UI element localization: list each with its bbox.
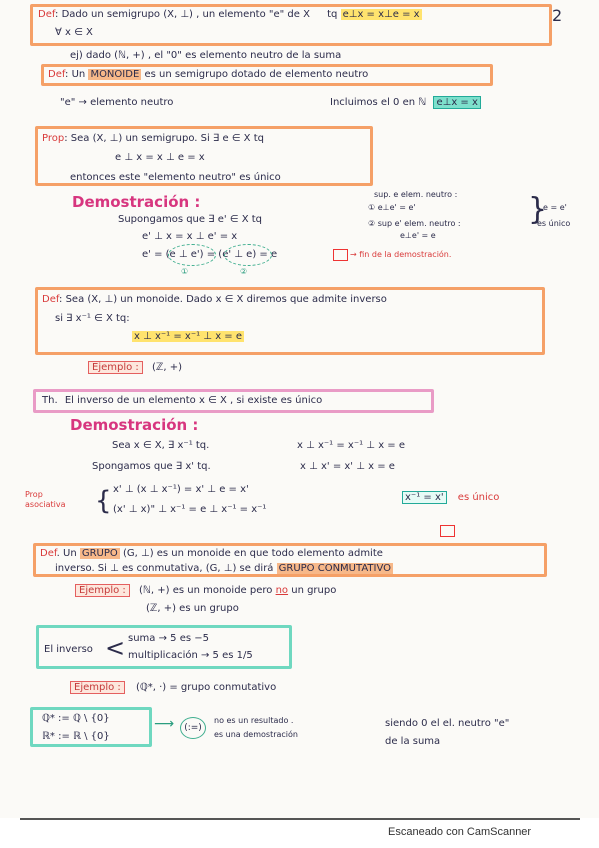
demo2-side-label: Prop asociativa bbox=[25, 490, 66, 509]
def3-line1 bbox=[42, 294, 387, 306]
demo2-line1b: x ⊥ x⁻¹ = x⁻¹ ⊥ x = e bbox=[297, 440, 406, 451]
demo1-side2: ② sup e' elem. neutro : bbox=[368, 219, 461, 228]
final-note2: es una demostración bbox=[214, 730, 298, 739]
demo2-line3: x' ⊥ (x ⊥ x⁻¹) = x' ⊥ e = x' bbox=[113, 484, 249, 495]
def-tag: Def bbox=[48, 69, 66, 80]
final-note1: no es un resultado . bbox=[214, 716, 294, 725]
demo2-line2b: x ⊥ x' = x' ⊥ x = e bbox=[300, 461, 395, 472]
prop-tag: Prop bbox=[42, 133, 65, 144]
demo1-line3: e' = (e ⊥ e') = (e' ⊥ e) = e bbox=[142, 249, 278, 260]
example3 bbox=[70, 682, 276, 694]
footer-divider bbox=[20, 818, 580, 820]
demo1-side1: ① e⊥e' = e' bbox=[368, 203, 416, 212]
def4-line1 bbox=[40, 548, 383, 560]
demo2-result-note: es único bbox=[457, 492, 500, 503]
final-right1: siendo 0 el el. neutro "e" bbox=[385, 718, 510, 729]
def2-note-right bbox=[330, 97, 481, 109]
brace: } bbox=[528, 192, 548, 227]
def3-line2: si ∃ x⁻¹ ∈ X tq: bbox=[55, 313, 130, 324]
example-tag: Ejemplo : bbox=[88, 361, 143, 374]
def-tag: Def bbox=[38, 9, 56, 20]
def3-example-text: (ℤ, +) bbox=[151, 362, 182, 373]
def2-note-right-text: Incluimos el 0 en ℕ bbox=[330, 97, 427, 108]
definition-symbol: (:=) bbox=[180, 717, 206, 739]
demo1-side-result2: es único bbox=[537, 219, 571, 228]
th-text: El inverso de un elemento x ∈ X , si existe es único bbox=[64, 395, 323, 406]
prop-line2: e ⊥ x = x ⊥ e = x bbox=[115, 152, 205, 163]
demo2-result: x⁻¹ = x' bbox=[402, 491, 447, 504]
def3-example bbox=[88, 362, 182, 374]
def3-highlight-wrap bbox=[132, 331, 244, 343]
inverse-bracket: < bbox=[105, 634, 126, 662]
demo2-line2: Spongamos que ∃ x' tq. bbox=[92, 461, 211, 472]
def3-line1-text: : Sea (X, ⊥) un monoide. Dado x ∈ X diremos que admite inverso bbox=[59, 294, 387, 305]
def4-term: GRUPO bbox=[81, 548, 118, 559]
demo2-result-wrap bbox=[402, 492, 499, 504]
qed-square-2 bbox=[440, 525, 455, 537]
def2-line bbox=[48, 69, 368, 81]
arrow-icon: ⟶ bbox=[154, 716, 175, 732]
def4-term2: GRUPO CONMUTATIVO bbox=[278, 563, 391, 574]
def4-ex2: (ℤ, +) es un grupo bbox=[146, 603, 239, 614]
inverse-line2: multiplicación → 5 es 1/5 bbox=[128, 650, 253, 661]
demo1-line2: e' ⊥ x = x ⊥ e' = x bbox=[142, 231, 238, 242]
def-tag: Def bbox=[42, 294, 60, 305]
underbrace-circle-1 bbox=[168, 244, 216, 266]
demo1-end-note: → fin de la demostración. bbox=[350, 250, 452, 259]
def4-example1 bbox=[75, 585, 336, 597]
example3-text: (ℚ*, ·) = grupo conmutativo bbox=[135, 682, 277, 693]
prop-line1-text: : Sea (X, ⊥) un semigrupo. Si ∃ e ∈ X tq bbox=[64, 133, 264, 144]
demo1-mark2: ② bbox=[240, 267, 248, 276]
def2-term: MONOIDE bbox=[90, 69, 140, 80]
page-number: 2 bbox=[552, 6, 563, 25]
demo1-side-title: sup. e elem. neutro : bbox=[374, 190, 458, 199]
def1-example: ej) dado (ℕ, +) , el "0" es elemento neutro de la suma bbox=[70, 50, 342, 61]
def-tag: Def bbox=[40, 548, 57, 559]
demo2-title: Demostración : bbox=[70, 416, 199, 434]
demo1-side-result: e = e' bbox=[543, 203, 567, 212]
prop-line3: entonces este "elemento neutro" es único bbox=[70, 172, 281, 183]
def4-text2: (G, ⊥) es un monoide en que todo elemento admite bbox=[122, 548, 383, 559]
inverse-line1: suma → 5 es −5 bbox=[128, 633, 209, 644]
qed-square bbox=[333, 249, 348, 261]
def2-note-left: "e" → elemento neutro bbox=[60, 97, 174, 108]
demo2-line1: Sea x ∈ X, ∃ x⁻¹ tq. bbox=[112, 440, 210, 451]
demo2-line4: (x' ⊥ x)" ⊥ x⁻¹ = e ⊥ x⁻¹ = x⁻¹ bbox=[113, 504, 267, 515]
def-rstar: ℝ* := ℝ \ {0} bbox=[42, 731, 110, 742]
example-tag: Ejemplo : bbox=[70, 681, 125, 694]
def1-highlight: e⊥x = x⊥e = x bbox=[342, 9, 420, 20]
def4-line2 bbox=[55, 563, 393, 575]
underbrace-circle-2 bbox=[224, 244, 272, 266]
def2-text-before: : Un bbox=[65, 69, 86, 80]
def4-text1: . Un bbox=[56, 548, 77, 559]
inverse-label: El inverso bbox=[44, 644, 93, 655]
demo1-side3: e⊥e' = e bbox=[400, 231, 436, 240]
demo1-title: Demostración : bbox=[72, 193, 201, 211]
prop-line1 bbox=[42, 133, 264, 145]
demo1-line1: Supongamos que ∃ e' ∈ X tq bbox=[118, 214, 262, 225]
def2-text-after: es un semigrupo dotado de elemento neutro bbox=[144, 69, 369, 80]
theorem-line bbox=[42, 395, 322, 407]
final-right2: de la suma bbox=[385, 736, 441, 747]
def1-text: : Dado un semigrupo (X, ⊥) , un elemento "e" de X bbox=[55, 9, 310, 20]
footer-text: Escaneado con CamScanner bbox=[388, 826, 532, 838]
def4-ex1-end: un grupo bbox=[291, 585, 337, 596]
def3-highlight: x ⊥ x⁻¹ = x⁻¹ ⊥ x = e bbox=[134, 331, 243, 342]
th-tag: Th. bbox=[42, 395, 58, 406]
def1-tq: tq bbox=[327, 9, 338, 20]
def2-note-highlight: e⊥x = x bbox=[433, 96, 480, 109]
def-qstar: ℚ* := ℚ \ {0} bbox=[42, 713, 110, 724]
def4-ex1-no: no bbox=[275, 585, 289, 596]
example-tag: Ejemplo : bbox=[75, 584, 130, 597]
demo2-brace: { bbox=[95, 486, 112, 516]
demo1-mark1: ① bbox=[181, 267, 189, 276]
def4-line2-text: inverso. Si ⊥ es conmutativa, (G, ⊥) se dirá bbox=[55, 563, 274, 574]
def1-forall: ∀ x ∈ X bbox=[55, 27, 93, 38]
def4-ex1: (ℕ, +) es un monoide pero bbox=[138, 585, 273, 596]
def1-line bbox=[38, 9, 422, 21]
